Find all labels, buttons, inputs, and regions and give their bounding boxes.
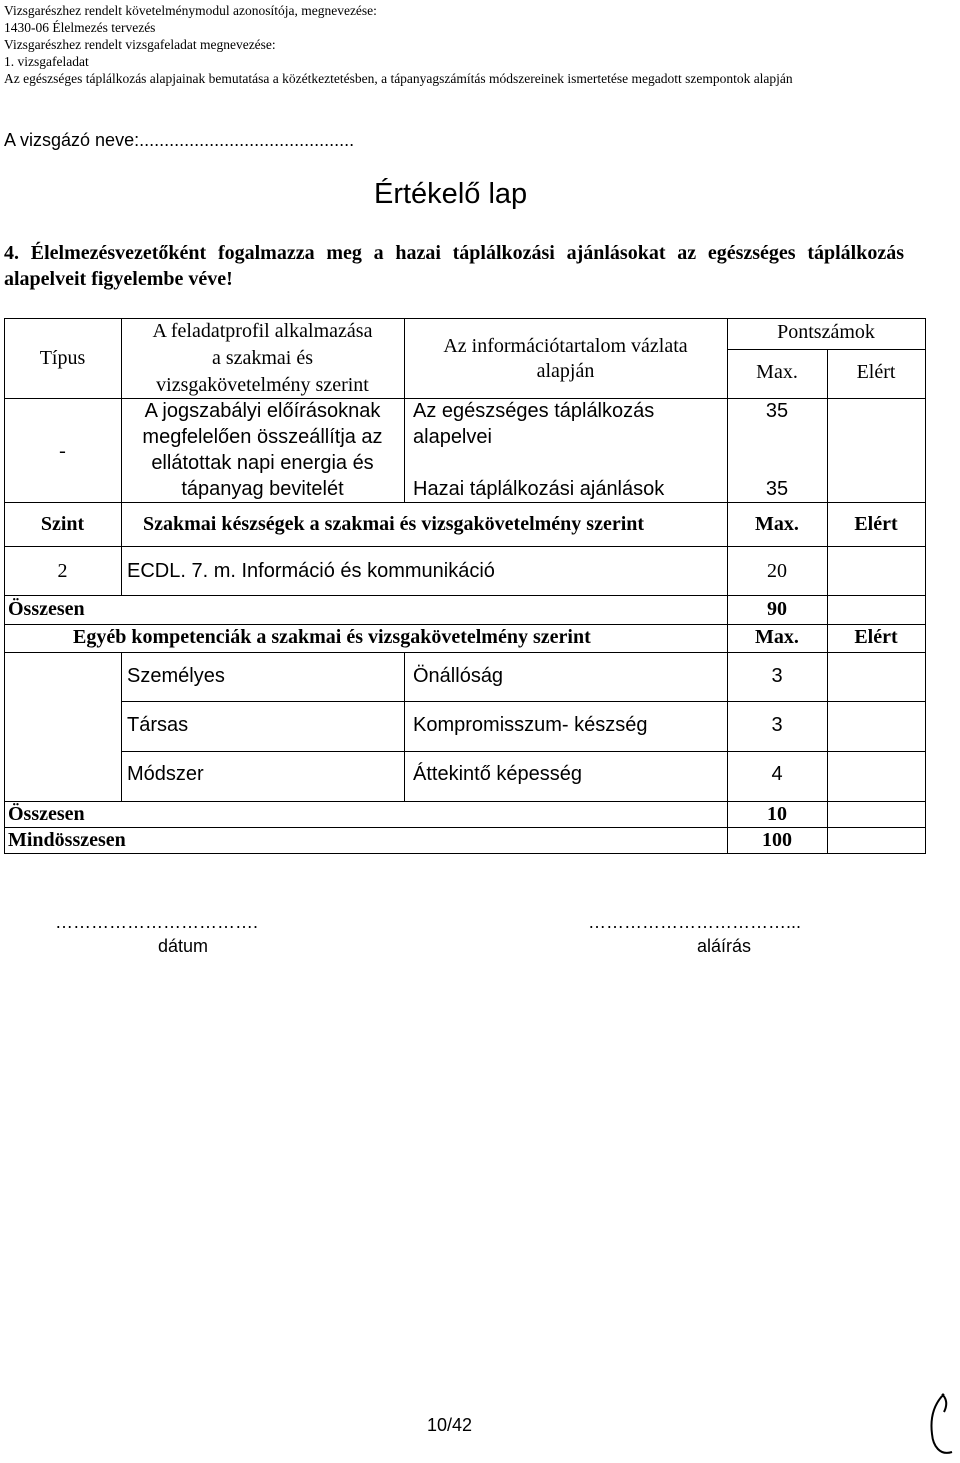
header-tipus: Típus [39, 347, 86, 369]
header-elert: Elért [856, 361, 896, 383]
max-principles: 35 [765, 400, 789, 422]
competency-name: Áttekintő képesség [413, 763, 582, 785]
competency-category: Személyes [127, 665, 225, 687]
competency-max: 3 [771, 714, 783, 736]
task-statement: 4. Élelmezésvezetőként fogalmazza meg a hazai táplálkozási ajánlásokat az egészséges táplálkozás alapelveit figyelembe véve! [4, 242, 904, 290]
competency-name: Önállóság [413, 665, 504, 687]
module-label: Vizsgarészhez rendelt követelménymodul azonosítója, megnevezése: [4, 3, 377, 18]
other-header-elert: Elért [854, 626, 898, 648]
total2-label: Összesen [8, 803, 85, 825]
total2-value: 10 [767, 803, 787, 825]
header-profile-l2: a szakmai és [211, 347, 314, 369]
row-tipus: - [59, 440, 66, 462]
info-principles-l1: Az egészséges táplálkozás [413, 400, 655, 422]
skills-szint: Szint [40, 513, 85, 535]
page-number: 10/42 [427, 1415, 473, 1435]
skills-header-max: Max. [755, 513, 799, 535]
exam-task-description: Az egészséges táplálkozás alapjainak bemutatása a közétkeztetésben, a tápanyagszámítás módszereinek ismertetése megadott szempontok alapján [4, 71, 793, 86]
competency-max: 3 [771, 665, 783, 687]
row-profile-l2: megfelelően összeállítja az [142, 426, 383, 448]
header-max: Max. [756, 361, 798, 383]
max-recommendations: 35 [765, 478, 789, 500]
date-dotted-line: ……………………………. [55, 912, 259, 932]
skills-max: 20 [767, 560, 787, 582]
competency-category: Társas [127, 714, 189, 736]
header-profile-l3: vizsgakövetelmény szerint [156, 374, 369, 396]
header-pontszamok: Pontszámok [777, 321, 875, 343]
date-label: dátum [158, 936, 209, 956]
info-recommendations: Hazai táplálkozási ajánlások [413, 478, 665, 500]
other-header-max: Max. [755, 626, 799, 648]
competency-category: Módszer [127, 763, 204, 785]
skills-header-elert: Elért [854, 513, 898, 535]
exam-task-label: Vizsgarészhez rendelt vizsgafeladat megnevezése: [4, 37, 276, 52]
signature-dotted-line: ……………………………... [588, 912, 802, 932]
module-name: 1430-06 Élelmezés tervezés [4, 20, 156, 35]
header-info-l2: alapján [536, 360, 595, 382]
info-principles-l2: alapelvei [413, 426, 492, 448]
total1-value: 90 [767, 598, 787, 620]
row-profile-l3: ellátottak napi energia és [151, 452, 374, 474]
skills-ecdl: ECDL. 7. m. Információ és kommunikáció [127, 560, 495, 582]
exam-task-number: 1. vizsgafeladat [4, 54, 89, 69]
page-title-text: Értékelő lap [374, 178, 528, 210]
total1-label: Összesen [8, 598, 85, 620]
examinee-name-field: A vizsgázó neve:........................................... [4, 130, 355, 150]
competency-max: 4 [771, 763, 783, 785]
competency-name: Kompromisszum- készség [413, 714, 648, 736]
header-profile-l1: A feladatprofil alkalmazása [152, 320, 373, 342]
signature-label: aláírás [697, 936, 752, 956]
grand-total-label: Mindösszesen [8, 829, 126, 851]
grand-total-value: 100 [762, 829, 792, 851]
handwritten-mark-icon [922, 1390, 958, 1460]
skills-header-label: Szakmai készségek a szakmai és vizsgakövetelmény szerint [143, 513, 645, 535]
row-profile-l4: tápanyag bevitelét [181, 478, 344, 500]
other-header-label: Egyéb kompetenciák a szakmai és vizsgakövetelmény szerint [73, 626, 591, 648]
row-profile-l1: A jogszabályi előírásoknak [144, 400, 381, 422]
skills-level: 2 [57, 560, 68, 582]
header-info-l1: Az információtartalom vázlata [443, 335, 688, 357]
